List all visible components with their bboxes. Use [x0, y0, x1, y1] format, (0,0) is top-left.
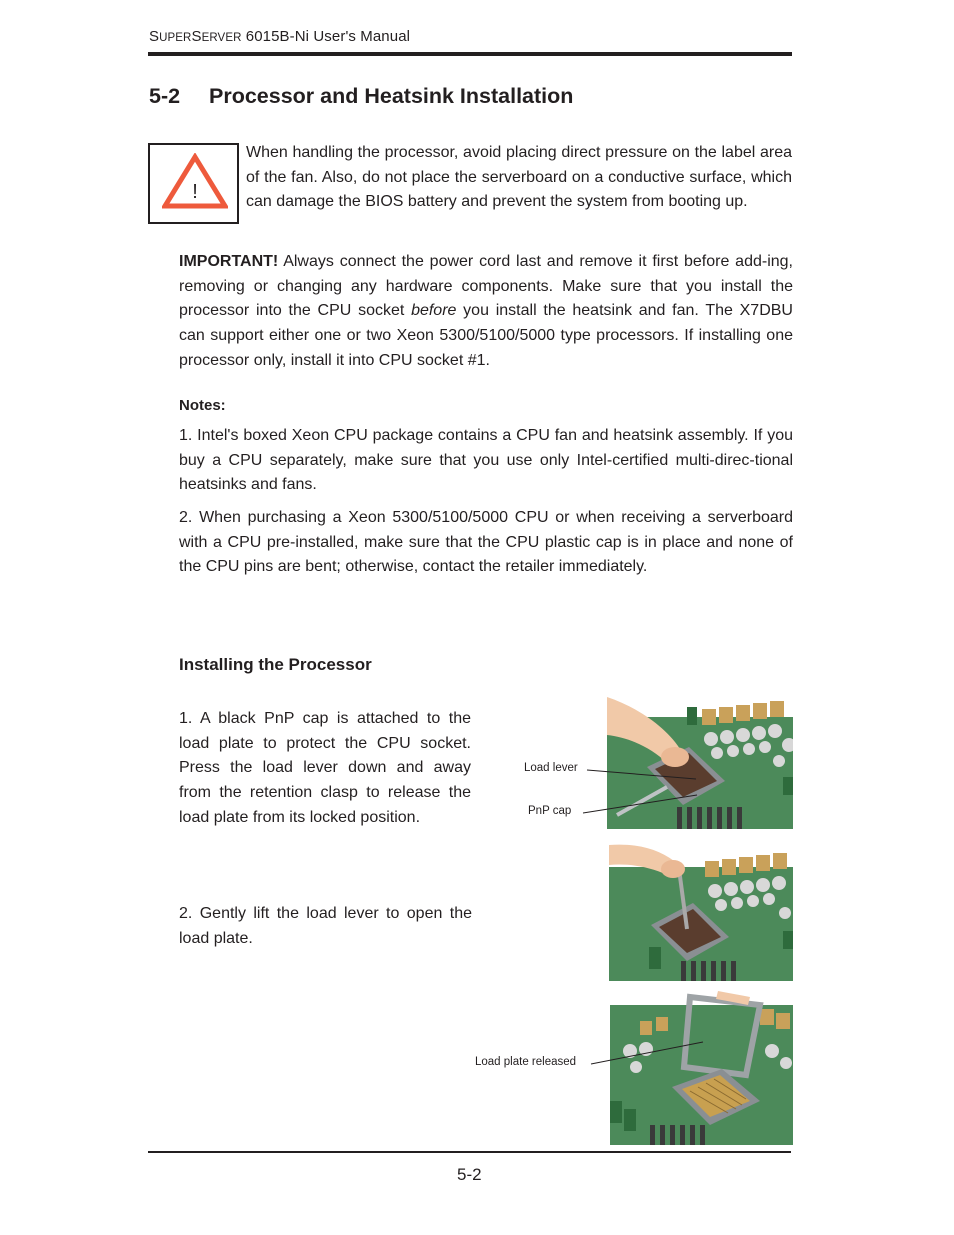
footer-rule [148, 1151, 791, 1153]
warning-text: When handling the processor, avoid placing direct pressure on the label area of the fan. Also, do not place the serverboard on a conductive surface, which can damage the BIOS battery and prevent the system from booting up. [246, 144, 792, 211]
callout-load-lever: Load lever [524, 762, 578, 774]
leader-load-plate [591, 1042, 703, 1064]
emphasis-before: before [411, 302, 457, 320]
section-number: 5-2 [149, 84, 181, 108]
step-2: 2. Gently lift the load lever to open the load plate. [179, 905, 472, 947]
running-header: SUPERSERVER 6015B-Ni User's Manual [149, 28, 411, 45]
notes-heading: Notes: [179, 397, 226, 414]
leader-pnp-cap [583, 795, 697, 813]
section-title-text: Processor and Heatsink Installation [209, 84, 574, 108]
important-paragraph: IMPORTANT! Always connect the power cord last and remove it first before add-ing, removing or changing any hardware components. Make sure that you install the processor into the CPU socket before you install the heatsink and fan. The X7DBU can support either one or two Xeon 5300/5100/5000 type processors. If installing one processor only, install it into CPU socket #1. [179, 253, 793, 369]
step-1: 1. A black PnP cap is attached to the load plate to protect the CPU socket. Press the load lever down and away from the retention clasp to release the load plate from its locked position. [179, 710, 471, 826]
note-item-1: 1. Intel's boxed Xeon CPU package contains a CPU fan and heatsink assembly. If you buy a CPU separately, make sure that you use only Intel-certified multi-direc-tional heatsinks and fans. [179, 427, 793, 494]
callout-load-plate-released: Load plate released [475, 1056, 577, 1068]
leader-load-lever [587, 770, 696, 779]
page-number: 5-2 [457, 1165, 482, 1184]
subsection-heading: Installing the Processor [179, 655, 372, 674]
important-label: IMPORTANT! [179, 253, 279, 270]
note-item-2: 2. When purchasing a Xeon 5300/5100/5000 CPU or when receiving a serverboard with a CPU pre-installed, make sure that the CPU plastic cap is in place and none of the CPU pins are bent; otherwise, contact the retailer immediately. [179, 509, 793, 576]
callout-pnp-cap: PnP cap [528, 805, 572, 817]
warning-exclamation: ! [192, 181, 198, 203]
